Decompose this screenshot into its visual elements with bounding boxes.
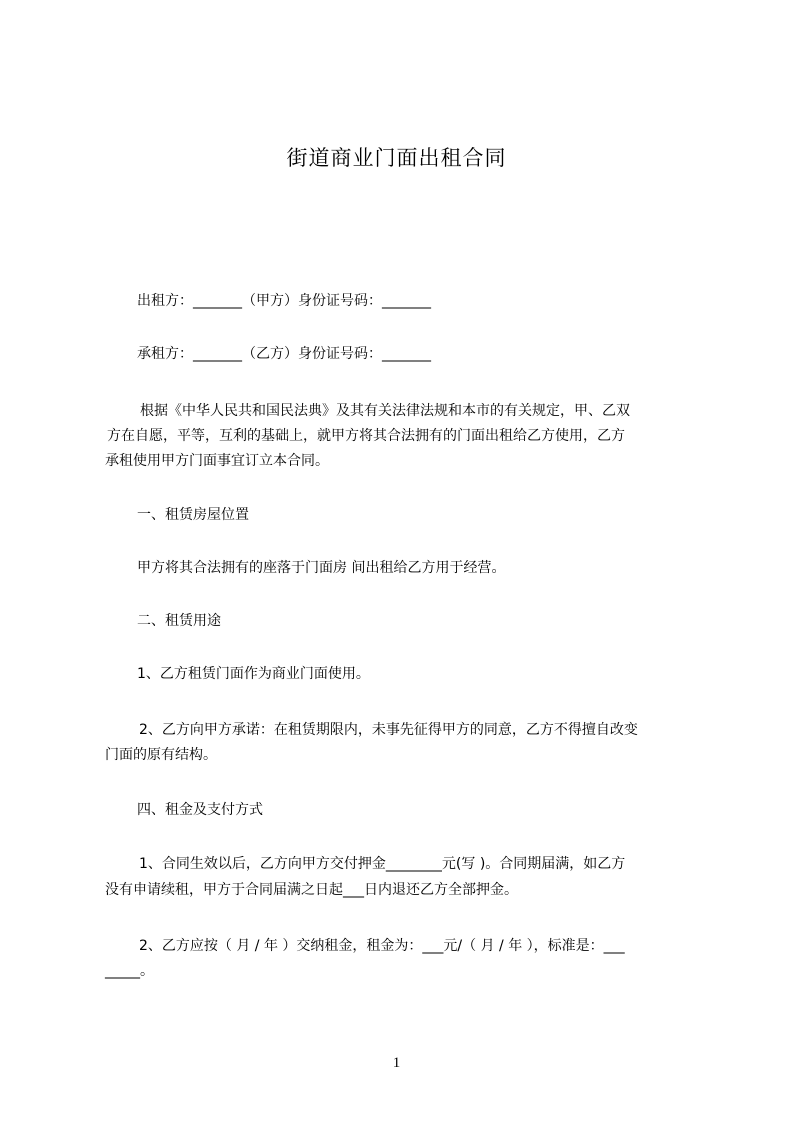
section-4-item-2-line-1: 2、乙方应按（ 月 / 年 ）交纳租金，租金为：___元/（ 月 / 年 ），标准是：___ [139,938,625,954]
section-4-item-1-line-1: 1、合同生效以后，乙方向甲方交付押金________元(写 )。合同期届满，如乙方 [139,856,626,872]
page-number: 1 [392,1055,401,1071]
section-1-body: 甲方将其合法拥有的座落于门面房 间出租给乙方用于经营。 [137,560,506,576]
section-2-item-1: 1、乙方租赁门面作为商业门面使用。 [137,666,370,682]
section-4-item-2-line-2: _____。 [105,963,154,979]
section-4-item-1-line-2: 没有申请续租，甲方于合同届满之日起___日内退还乙方全部押金。 [105,882,518,898]
preamble-line-1: 根据《中华人民共和国民法典》及其有关法律法规和本市的有关规定，甲、乙双 [140,403,630,419]
section-1-heading: 一、租赁房屋位置 [137,507,249,523]
section-2-item-2-line-1: 2、乙方向甲方承诺：在租赁期限内，未事先征得甲方的同意，乙方不得擅自改变 [139,722,638,738]
preamble-line-3: 承租使用甲方门面事宜订立本合同。 [105,453,329,469]
section-2-heading: 二、租赁用途 [137,613,221,629]
lessee-line: 承租方：_______（乙方）身份证号码：_______ [137,346,431,362]
section-2-item-2-line-2: 门面的原有结构。 [105,747,217,763]
section-4-heading: 四、租金及支付方式 [137,802,263,818]
document-title: 街道商业门面出租合同 [286,146,507,170]
preamble-line-2: 方在自愿，平等，互利的基础上，就甲方将其合法拥有的门面出租给乙方使用，乙方 [107,428,625,444]
lessor-line: 出租方：_______（甲方）身份证号码：_______ [137,293,431,309]
